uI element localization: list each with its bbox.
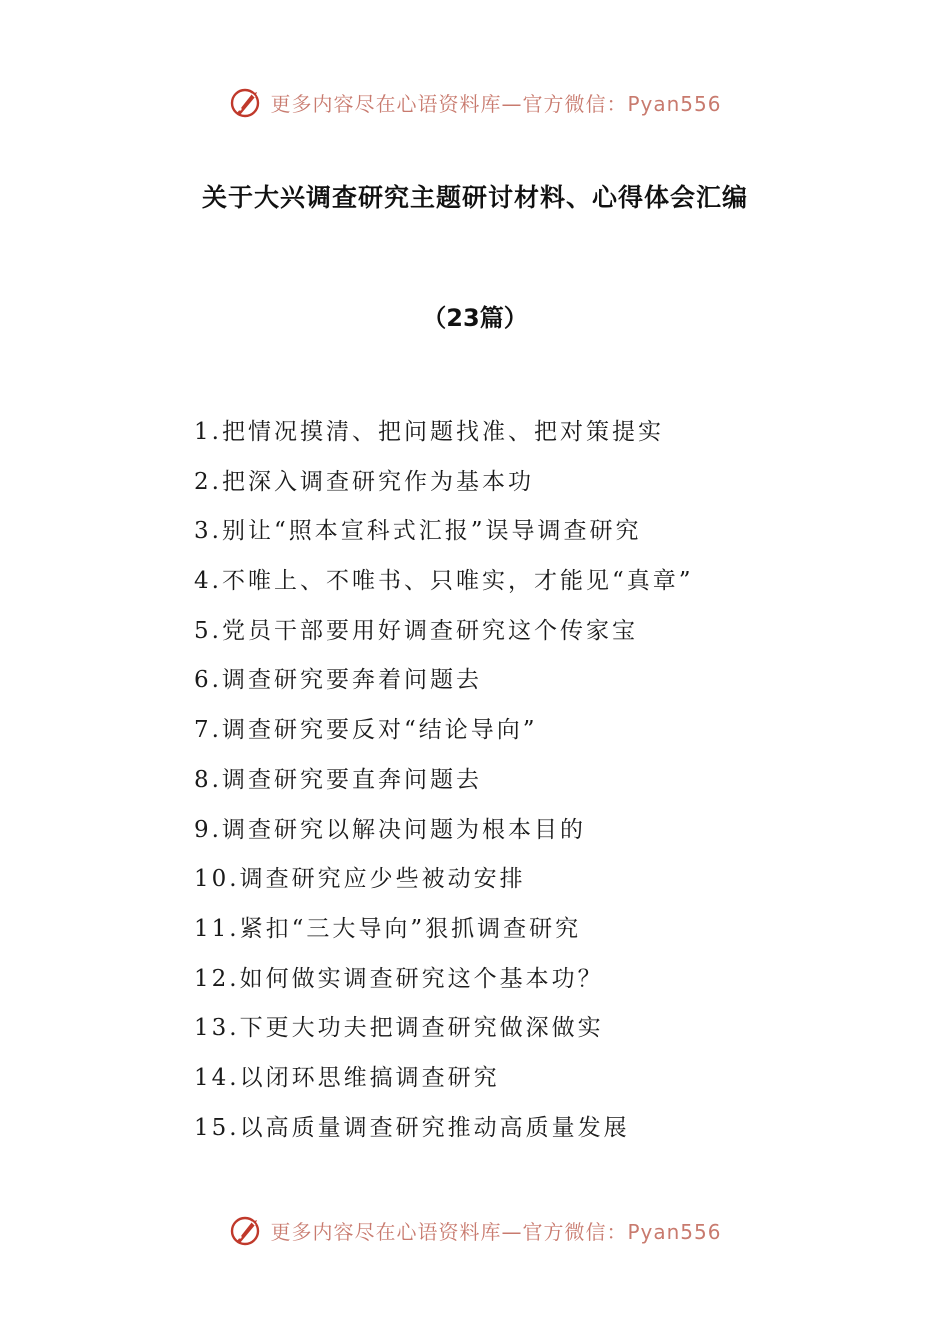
toc-item: 11.紧扣“三大导向”狠抓调查研究 [194, 915, 582, 942]
toc-item: 14.以闭环思维搞调查研究 [194, 1064, 500, 1091]
toc-item: 9.调查研究以解决问题为根本目的 [194, 816, 586, 843]
footer-banner [0, 1210, 950, 1250]
toc-item: 12.如何做实调查研究这个基本功？ [194, 965, 604, 992]
pen-nib-logo-icon [228, 84, 264, 120]
footer-banner-text: 更多内容尽在心语资料库—官方微信：Pyan556 [270, 1219, 722, 1244]
toc-item: 7.调查研究要反对“结论导向” [194, 717, 538, 744]
toc-item: 13.下更大功夫把调查研究做深做实 [194, 1015, 604, 1042]
toc-item: 10.调查研究应少些被动安排 [194, 866, 526, 893]
toc-item: 6.调查研究要奔着问题去 [194, 667, 482, 694]
toc-item: 15.以高质量调查研究推动高质量发展 [194, 1114, 630, 1141]
document-count: （23篇） [422, 304, 528, 332]
pen-nib-logo-icon [228, 1212, 264, 1248]
toc-item: 5.党员干部要用好调查研究这个传家宝 [194, 617, 638, 644]
table-of-contents [194, 412, 693, 1157]
toc-item: 3.别让“照本宣科式汇报”误导调查研究 [194, 518, 642, 545]
header-banner [0, 82, 950, 122]
toc-item: 4.不唯上、不唯书、只唯实，才能见“真章” [194, 568, 694, 595]
toc-item: 1.把情况摸清、把问题找准、把对策提实 [194, 419, 664, 445]
toc-item: 2.把深入调查研究作为基本功 [194, 468, 534, 495]
document-title: 关于大兴调查研究主题研讨材料、心得体会汇编 [201, 183, 748, 212]
toc-item: 8.调查研究要直奔问题去 [194, 766, 482, 793]
header-banner-text: 更多内容尽在心语资料库—官方微信：Pyan556 [270, 91, 722, 116]
